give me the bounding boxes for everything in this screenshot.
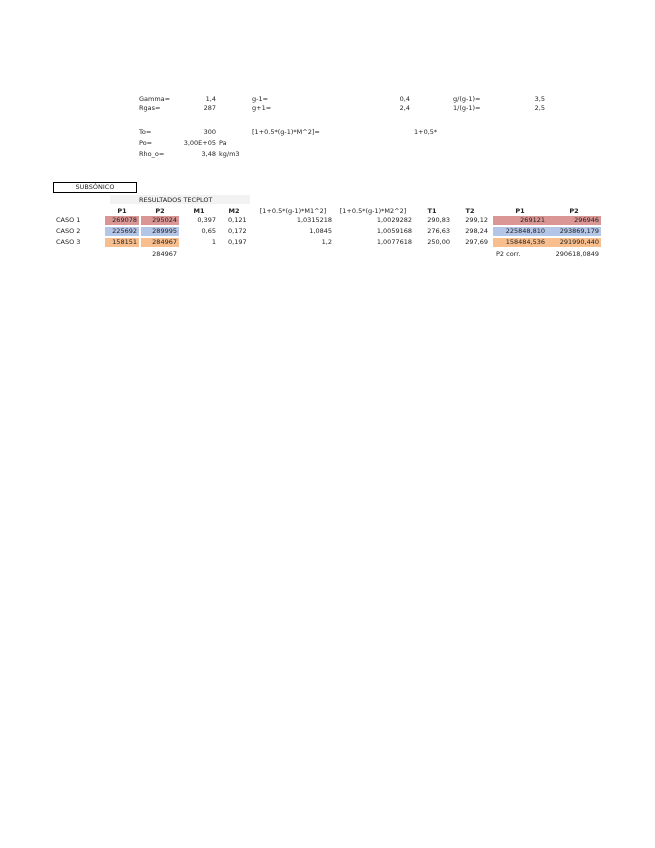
- to-label: To=: [139, 128, 152, 136]
- rho-label: Rho_o=: [139, 150, 165, 158]
- table-cell: 276,63: [427, 227, 450, 235]
- table-cell: 298,24: [465, 227, 488, 235]
- col-m1: M1: [193, 207, 205, 215]
- rho-unit: kg/m3: [219, 150, 240, 158]
- gm1-label: g-1=: [252, 95, 269, 103]
- table-cell: 225692: [105, 227, 139, 236]
- formula-label: [1+0.5*(g-1)*M^2]=: [252, 128, 320, 136]
- table-cell: 0,197: [228, 238, 247, 246]
- col-m2: M2: [228, 207, 240, 215]
- gm1-value: 0,4: [399, 95, 410, 103]
- col-p1-corr: P1: [515, 207, 525, 215]
- col-t2: T2: [465, 207, 475, 215]
- table-cell: 291990,440: [547, 238, 601, 247]
- table-cell: 290,83: [427, 216, 450, 224]
- col-p2-corr: P2: [569, 207, 579, 215]
- p2-corr-label: P2 corr.: [496, 250, 521, 258]
- section-title: SUBSÓNICO: [53, 182, 137, 193]
- to-value: 300: [203, 128, 216, 136]
- table-cell: 0,65: [201, 227, 216, 235]
- inv-gm1-value: 2,5: [534, 104, 545, 112]
- po-value: 3,00E+05: [183, 139, 216, 147]
- table-cell: 158484,536: [493, 238, 547, 247]
- table-cell: 1,0059168: [376, 227, 412, 235]
- table-cell: 269078: [105, 216, 139, 225]
- table-cell: 296946: [547, 216, 601, 225]
- g-over-gm1-value: 3,5: [534, 95, 545, 103]
- table-cell: 1: [211, 238, 216, 246]
- table-cell: 269121: [493, 216, 547, 225]
- extra-p2-value: 284967: [152, 250, 177, 258]
- inv-gm1-label: 1/(g-1)=: [453, 104, 481, 112]
- table-cell: 0,172: [228, 227, 247, 235]
- row-label: CASO 2: [56, 227, 81, 235]
- table-cell: 297,69: [465, 238, 488, 246]
- po-label: Po=: [139, 139, 153, 147]
- table-cell: 1,0845: [309, 227, 332, 235]
- gamma-label: Gamma=: [139, 95, 171, 103]
- table-cell: 299,12: [465, 216, 488, 224]
- gamma-value: 1,4: [205, 95, 216, 103]
- row-label: CASO 3: [56, 238, 81, 246]
- row-label: CASO 1: [56, 216, 81, 224]
- gp1-label: g+1=: [252, 104, 272, 112]
- table-cell: 158151: [105, 238, 139, 247]
- table-cell: 1,0315218: [296, 216, 332, 224]
- p2-corr-value: 290618,0849: [555, 250, 599, 258]
- gp1-value: 2,4: [399, 104, 410, 112]
- table-cell: 289995: [141, 227, 179, 236]
- results-header: RESULTADOS TECPLOT: [139, 196, 213, 204]
- po-unit: Pa: [219, 139, 227, 147]
- table-cell: 295024: [141, 216, 179, 225]
- rgas-value: 287: [203, 104, 216, 112]
- col-t1: T1: [427, 207, 437, 215]
- table-cell: 293869,179: [547, 227, 601, 236]
- table-cell: 1,2: [321, 238, 332, 246]
- col-f1: [1+0.5*(g-1)*M1^2]: [259, 207, 327, 215]
- formula-value: 1+0,5*: [414, 128, 438, 136]
- col-f2: [1+0.5*(g-1)*M2^2]: [339, 207, 407, 215]
- rgas-label: Rgas=: [139, 104, 161, 112]
- g-over-gm1-label: g/(g-1)=: [453, 95, 481, 103]
- table-cell: 0,397: [197, 216, 216, 224]
- col-p1: P1: [117, 207, 127, 215]
- table-cell: 1,0029282: [376, 216, 412, 224]
- rho-value: 3,48: [201, 150, 216, 158]
- table-cell: 250,00: [427, 238, 450, 246]
- table-cell: 1,0077618: [376, 238, 412, 246]
- table-cell: 284967: [141, 238, 179, 247]
- table-cell: 0,121: [228, 216, 247, 224]
- col-p2: P2: [155, 207, 165, 215]
- table-cell: 225848,810: [493, 227, 547, 236]
